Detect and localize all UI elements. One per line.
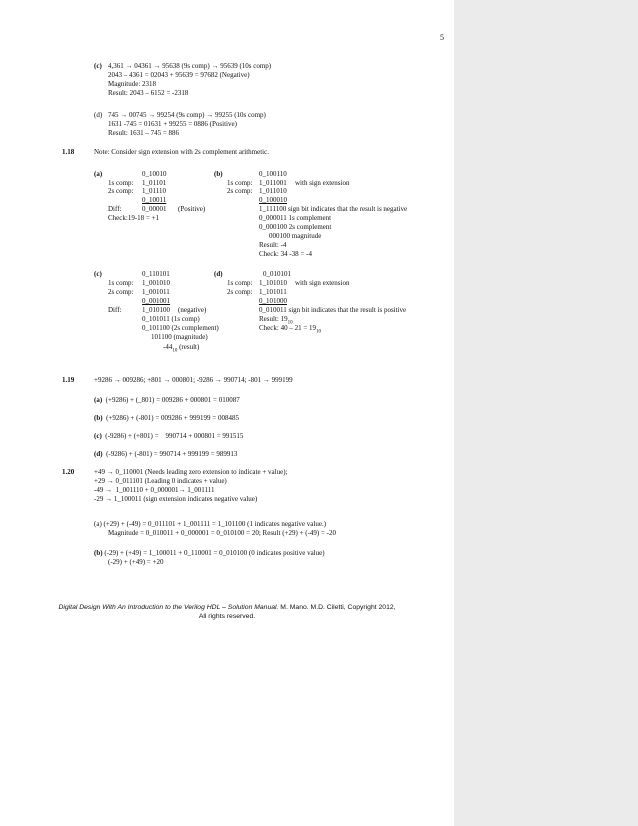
- p118a-r1-val: 1_01101: [142, 179, 167, 187]
- p117d-line2: 1631 -745 = 01631 + 99255 = 0886 (Positive): [108, 120, 237, 128]
- p118a-r1-label: 1s comp:: [108, 179, 134, 187]
- p118c-r1-label: 1s comp:: [108, 279, 134, 287]
- footer-line-2: All rights reserved.: [198, 613, 256, 620]
- p118d-r1-label: 1s comp:: [227, 279, 253, 287]
- p119b-label: (b): [94, 414, 103, 422]
- copyright-footer: [0, 603, 454, 621]
- p119d-text: (-9286) + (-801) = 990714 + 999199 = 989913: [106, 450, 238, 458]
- p118d-r5-text: Result: 19: [259, 315, 288, 323]
- p119d: [94, 450, 237, 459]
- p119d-label: (d): [94, 450, 103, 458]
- p117c-line1: 4,361 → 04361 → 95638 (9s comp) → 95639 (10s comp): [108, 62, 272, 70]
- p119c-label: (c): [94, 432, 102, 440]
- p120b-l2: (-29) + (+49) = +20: [108, 558, 164, 566]
- p119-intro: +9286 → 009286; +801 → 000801; -9286 → 990714; -801 → 999199: [94, 376, 293, 384]
- p118b-r2-label: 2s comp:: [227, 187, 253, 195]
- p120b-l1: [94, 549, 325, 558]
- p117d-line1: 745 → 00745 → 99254 (9s comp) → 99255 (10s comp): [108, 111, 266, 119]
- p118c-label: (c): [94, 270, 102, 278]
- footer-line-1: [0, 603, 454, 612]
- footer-authors: M. Mano. M.D. Ciletti, Copyright 2012,: [278, 604, 396, 611]
- p120-l3: -49 → 1_001110 + 0_000001→ 1_001111: [94, 486, 215, 494]
- p118a-check: Check:19-18 = +1: [108, 214, 160, 222]
- p118d-r5: [259, 315, 293, 324]
- p118b-r5: 0_000011 1s complement: [259, 214, 332, 222]
- p118-note: Note: Consider sign extension with 2s complement arithmetic.: [94, 148, 269, 156]
- p118b-val: 0_100110: [259, 170, 287, 178]
- p120b-l1-text: (-29) + (+49) = 1_100011 + 0_110001 = 0_010100 (0 indicates positive value): [104, 549, 325, 557]
- p120-l4: -29 → 1_100011 (sign extension indicates negative value): [94, 495, 258, 503]
- p118b-r2-val: 1_011010: [259, 187, 287, 195]
- p118c-diff-label: Diff:: [108, 306, 122, 314]
- p118d-r4: 0_010011 sign bit indicates that the result is positive: [259, 306, 407, 314]
- p118a-diff-label: Diff:: [108, 205, 122, 213]
- p117c-line4: Result: 2043 – 6152 = -2318: [108, 89, 189, 97]
- p118a-r3-val: 0_10011: [142, 196, 167, 204]
- problem-number-1-18: 1.18: [62, 148, 75, 156]
- p118a-r2-val: 1_01110: [142, 187, 166, 195]
- p119a: [94, 396, 240, 405]
- p118c-r8: [163, 343, 199, 352]
- p118c-diff-val: 1_010100: [142, 306, 170, 314]
- p118d-val: 0_010101: [263, 270, 291, 278]
- p120a-l2: Magnitude = 0_010011 + 0_000001 = 0_010100 = 20; Result (+29) + (-49) = -20: [108, 529, 337, 537]
- p118c-r7: 101100 (magnitude): [151, 333, 208, 341]
- p118b-r1-label: 1s comp:: [227, 179, 253, 187]
- p118b-r8: Result: -4: [259, 241, 287, 249]
- p118b-r9: Check: 34 -38 = -4: [259, 250, 312, 258]
- p120-l1: +49 → 0_110001 (Needs leading zero extension to indicate + value);: [94, 468, 288, 476]
- problem-number-1-20: 1.20: [62, 468, 75, 476]
- p120-l2: +29 → 0_011101 (Leading 0 indicates + value): [94, 477, 227, 485]
- p118a-label: (a): [94, 170, 103, 178]
- p120a-label: (a): [94, 520, 102, 528]
- p118c-r3-val: 0_001001: [142, 297, 170, 305]
- p120a-l1-text: (+29) + (-49) = 0_011101 + 1_001111 = 1_101100 (1 indicates negative value.): [103, 520, 327, 528]
- p118d-r6-text: Check: 40 – 21 = 19: [259, 324, 317, 332]
- p118b-r6: 0_000100 2s complement: [259, 223, 332, 231]
- footer-book-title: Digital Design With An Introduction to the Verilog HDL – Solution Manual.: [58, 604, 279, 611]
- p118d-r2-label: 2s comp:: [227, 288, 253, 296]
- p118c-val: 0_110101: [142, 270, 170, 278]
- p118d-r5-sub: 10: [287, 320, 293, 326]
- p118c-r8-val: -44: [163, 343, 173, 351]
- p117d-line3: Result: 1631 – 745 = 886: [108, 129, 180, 137]
- p118c-r1-val: 1_001010: [142, 279, 170, 287]
- p117c-label: (c): [94, 62, 102, 70]
- p118c-r2-label: 2s comp:: [108, 288, 134, 296]
- comment-sidebar: [454, 0, 638, 826]
- p118b-r4: 1_111100 sign bit indicates that the result is negative: [259, 205, 408, 213]
- p118b-r1-note: with sign extension: [295, 179, 350, 187]
- p118c-r8-sub: 10: [172, 348, 178, 354]
- p118b-r3-val: 0_100010: [259, 196, 287, 204]
- page-number: 5: [440, 33, 444, 42]
- p120b-label: (b): [94, 549, 103, 557]
- p118c-diff-note: (negative): [178, 306, 207, 314]
- p117c-line3: Magnitude: 2318: [108, 80, 157, 88]
- p118d-r6: [259, 324, 321, 333]
- p118d-r1-val: 1_101010: [259, 279, 287, 287]
- p118d-r6-sub: 10: [316, 329, 322, 335]
- p119c: [94, 432, 243, 441]
- p118b-r1-val: 1_011001: [259, 179, 287, 187]
- p118d-r2-val: 1_101011: [259, 288, 287, 296]
- p118b-r7: 000100 magnitude: [269, 232, 322, 240]
- p118c-r8-note: (result): [179, 343, 200, 351]
- p119b-text: (+9286) + (-801) = 009286 + 999199 = 008485: [106, 414, 239, 422]
- p118d-r1-note: with sign extension: [295, 279, 350, 287]
- p118a-diff-val: 0_00001: [142, 205, 167, 213]
- p119a-text: (+9286) + (_801) = 009286 + 000801 = 010087: [105, 396, 240, 404]
- p118d-label: (d): [214, 270, 223, 278]
- p118c-r6: 0_101100 (2s complement): [142, 324, 219, 332]
- p118a-r2-label: 2s comp:: [108, 187, 134, 195]
- p118a-diff-note: (Positive): [178, 205, 206, 213]
- p118c-r2-val: 1_001011: [142, 288, 170, 296]
- p120a-l1: [94, 520, 326, 529]
- p119a-label: (a): [94, 396, 103, 404]
- p119c-text: (-9286) + (+801) = 990714 + 000801 = 991515: [105, 432, 244, 440]
- p118b-label: (b): [214, 170, 223, 178]
- problem-number-1-19: 1.19: [62, 376, 75, 384]
- p118a-val: 0_10010: [142, 170, 167, 178]
- p118d-r3-val: 0_101000: [259, 297, 287, 305]
- p119b: [94, 414, 239, 423]
- p118c-r5: 0_101011 (1s comp): [142, 315, 200, 323]
- p117c-line2: 2043 – 4361 = 02043 + 95639 = 97682 (Negative): [108, 71, 250, 79]
- p117d-label: (d): [94, 111, 103, 119]
